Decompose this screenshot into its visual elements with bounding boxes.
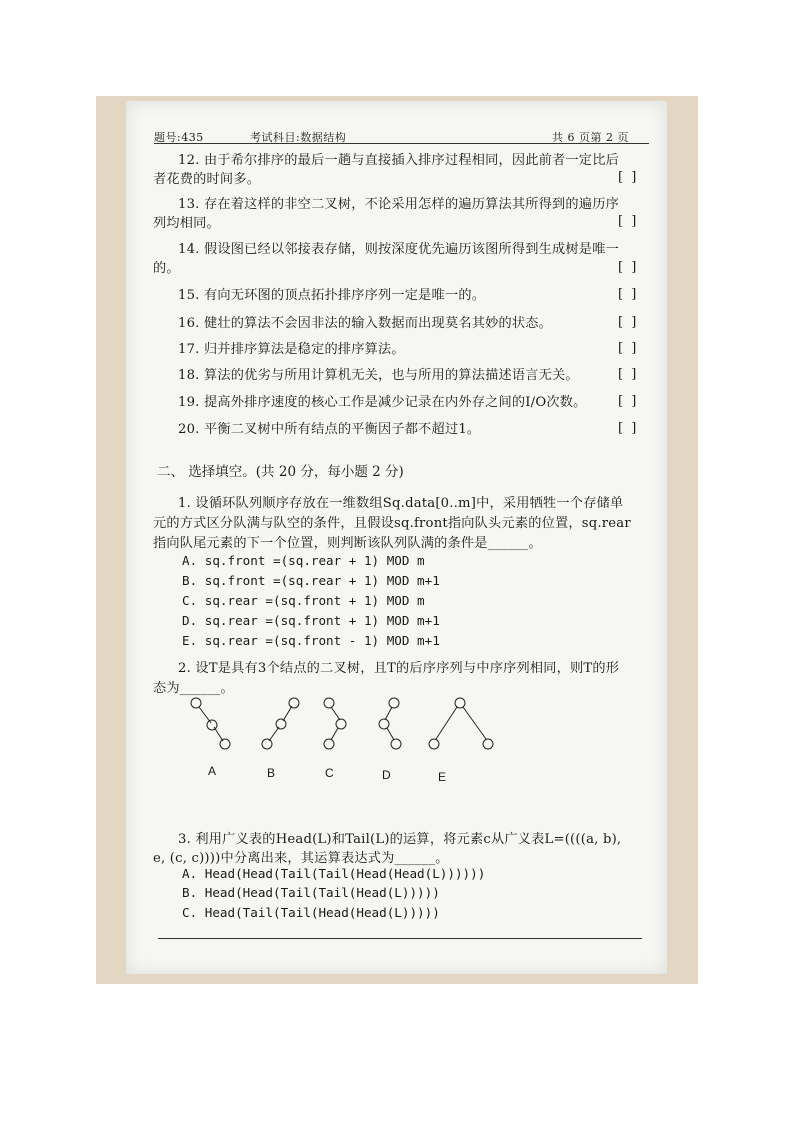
tree-label-e: E bbox=[438, 770, 447, 784]
tree-d-node bbox=[389, 698, 399, 708]
mc-question-1-line-1: 1. 设循环队列顺序存放在一维数组Sq.data[0..m]中，采用牺牲一个存储单 bbox=[178, 496, 624, 511]
answer-bracket-16: [ ] bbox=[618, 315, 639, 330]
mc-1-option-c: C. sq.rear =(sq.front + 1) MOD m bbox=[182, 593, 425, 608]
answer-bracket-15: [ ] bbox=[618, 287, 639, 302]
tree-a bbox=[191, 698, 230, 749]
page-indicator: 共 6 页第 2 页 bbox=[552, 131, 629, 144]
tree-e-node bbox=[429, 739, 439, 749]
tree-d bbox=[379, 698, 401, 749]
mc-question-1-line-2: 元的方式区分队满与队空的条件，且假设sq.front指向队头元素的位置，sq.rear bbox=[153, 516, 631, 531]
question-16: 16. 健壮的算法不会因非法的输入数据而出现莫名其妙的状态。 bbox=[178, 316, 553, 331]
tree-label-a: A bbox=[208, 764, 217, 778]
tree-e-node bbox=[455, 698, 465, 708]
mc-question-2-line-2: 态为______。 bbox=[153, 681, 234, 696]
answer-bracket-13: [ ] bbox=[618, 214, 639, 229]
header-rule bbox=[154, 143, 649, 144]
mc-question-1-line-3: 指向队尾元素的下一个位置，则判断该队列队满的条件是______。 bbox=[153, 536, 542, 551]
question-13-line-1: 13. 存在着这样的非空二叉树，不论采用怎样的遍历算法其所得到的遍历序 bbox=[178, 197, 619, 212]
tree-e bbox=[429, 698, 493, 749]
tree-d-node bbox=[391, 739, 401, 749]
tree-b-node bbox=[289, 698, 299, 708]
question-12-line-1: 12. 由于希尔排序的最后一趟与直接插入排序过程相同，因此前者一定比后 bbox=[178, 153, 619, 168]
mc-question-3-line-2: e, (c, c))))中分离出来，其运算表达式为______。 bbox=[153, 851, 449, 866]
tree-b-node bbox=[262, 739, 272, 749]
question-15: 15. 有向无环图的顶点拓扑排序序列一定是唯一的。 bbox=[178, 288, 486, 303]
answer-bracket-20: [ ] bbox=[618, 421, 639, 436]
mc-1-option-d: D. sq.rear =(sq.front + 1) MOD m+1 bbox=[182, 613, 440, 628]
section-2-title: 二、 选择填空。(共 20 分，每小题 2 分) bbox=[157, 464, 404, 480]
tree-c-node bbox=[324, 698, 334, 708]
answer-bracket-18: [ ] bbox=[618, 367, 639, 382]
tree-c bbox=[324, 698, 346, 749]
tree-a-node bbox=[220, 739, 230, 749]
tree-label-d: D bbox=[382, 768, 391, 782]
mc-3-option-c: C. Head(Tail(Tail(Head(Head(L))))) bbox=[182, 905, 440, 920]
tree-b-node bbox=[276, 719, 286, 729]
mc-3-option-a: A. Head(Head(Tail(Tail(Head(Head(L)))))) bbox=[182, 866, 486, 881]
mc-question-3-line-1: 3. 利用广义表的Head(L)和Tail(L)的运算，将元素c从广义表L=((((a, b), bbox=[178, 832, 622, 847]
mc-1-option-e: E. sq.rear =(sq.front - 1) MOD m+1 bbox=[182, 633, 440, 648]
binary-tree-shapes bbox=[180, 695, 510, 765]
question-20: 20. 平衡二叉树中所有结点的平衡因子都不超过1。 bbox=[178, 422, 481, 437]
mc-1-option-b: B. sq.front =(sq.rear + 1) MOD m+1 bbox=[182, 573, 440, 588]
question-19: 19. 提高外排序速度的核心工作是减少记录在内外存之间的I/O次数。 bbox=[178, 395, 587, 410]
tree-c-node bbox=[324, 739, 334, 749]
question-13-line-2: 列均相同。 bbox=[153, 216, 220, 231]
mc-1-option-a: A. sq.front =(sq.rear + 1) MOD m bbox=[182, 553, 425, 568]
question-18: 18. 算法的优劣与所用计算机无关，也与所用的算法描述语言无关。 bbox=[178, 368, 579, 383]
tree-a-node bbox=[207, 720, 217, 730]
question-14-line-1: 14. 假设图已经以邻接表存储，则按深度优先遍历该图所得到生成树是唯一 bbox=[178, 242, 619, 257]
tree-a-node bbox=[191, 698, 201, 708]
footer-rule bbox=[158, 938, 642, 939]
tree-d-node bbox=[379, 719, 389, 729]
tree-label-b: B bbox=[267, 766, 276, 780]
question-17: 17. 归并排序算法是稳定的排序算法。 bbox=[178, 342, 405, 357]
tree-label-c: C bbox=[325, 766, 334, 780]
question-code: 题号:435 bbox=[154, 131, 204, 144]
tree-b bbox=[262, 698, 299, 749]
answer-bracket-19: [ ] bbox=[618, 394, 639, 409]
tree-e-node bbox=[483, 739, 493, 749]
exam-subject: 考试科目:数据结构 bbox=[250, 131, 347, 144]
answer-bracket-14: [ ] bbox=[618, 260, 639, 275]
mc-3-option-b: B. Head(Head(Tail(Tail(Head(L))))) bbox=[182, 885, 440, 900]
tree-c-node bbox=[336, 719, 346, 729]
question-14-line-2: 的。 bbox=[153, 261, 180, 276]
question-12-line-2: 者花费的时间多。 bbox=[153, 172, 261, 187]
mc-question-2-line-1: 2. 设T是具有3个结点的二叉树，且T的后序序列与中序序列相同，则T的形 bbox=[178, 661, 620, 676]
answer-bracket-17: [ ] bbox=[618, 341, 639, 356]
answer-bracket-12: [ ] bbox=[618, 170, 639, 185]
